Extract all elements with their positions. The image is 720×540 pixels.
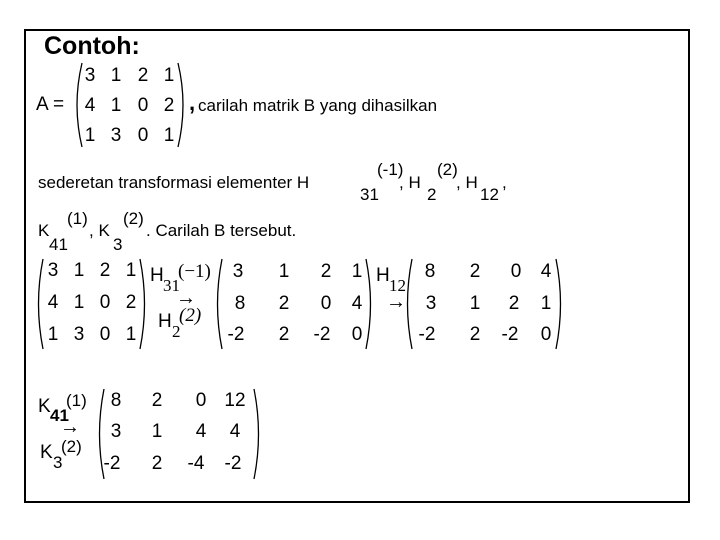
op-h2-argument: (2) xyxy=(179,305,202,326)
matrix-cell: 3 xyxy=(232,261,244,282)
matrix-cell: 2 xyxy=(508,293,520,314)
line2-text: sederetan transformasi elementer H xyxy=(38,173,310,192)
matrix-a-equals: = xyxy=(53,94,65,115)
matrix-cell: -2 xyxy=(501,324,519,345)
op-k3-symbol: K xyxy=(40,442,53,463)
matrix-cell: 1 xyxy=(151,421,163,442)
matrix-cell: 0 xyxy=(320,293,332,314)
matrix-a-cell: 1 xyxy=(163,125,175,146)
matrix-a-cell: 0 xyxy=(137,95,149,116)
matrix-cell: 0 xyxy=(99,324,111,345)
matrix-cell: 4 xyxy=(351,293,363,314)
k3-subscript: 3 xyxy=(113,235,123,254)
matrix-cell: 8 xyxy=(110,390,122,411)
op-h2-subscript: 2 xyxy=(172,322,181,341)
line3-text: . Carilah B tersebut. xyxy=(146,221,297,240)
instruction-line-1: carilah matrik B yang dihasilkan xyxy=(198,96,438,115)
op-arrow: → xyxy=(176,287,196,309)
matrix-cell: 1 xyxy=(351,261,363,282)
op-k3-argument: (2) xyxy=(61,437,82,456)
matrix-cell: 1 xyxy=(125,260,137,281)
op-h12-symbol: H xyxy=(376,265,390,286)
matrix-cell: -2 xyxy=(103,453,121,474)
matrix-cell: 1 xyxy=(73,260,85,281)
matrix-a-cell: 1 xyxy=(84,125,96,146)
matrix-cell: 0 xyxy=(510,261,522,282)
matrix-a-comma: , xyxy=(189,90,196,115)
matrix-cell: 4 xyxy=(47,292,59,313)
line2-end-comma: , xyxy=(502,173,507,192)
op-k3-subscript: 3 xyxy=(53,453,63,472)
k41-superscript: (1) xyxy=(67,209,88,228)
matrix-cell: 1 xyxy=(47,324,59,345)
op-k41-subscript: 41 xyxy=(50,406,69,425)
op-k41-symbol: K xyxy=(38,396,51,417)
matrix-cell: -2 xyxy=(418,324,436,345)
line2-comma-h2: , H xyxy=(399,173,421,192)
matrix-a-cell: 1 xyxy=(110,65,122,86)
h2-subscript: 2 xyxy=(427,185,437,204)
matrix-cell: 2 xyxy=(469,324,481,345)
op-arrow: → xyxy=(386,291,406,313)
h2-superscript: (2) xyxy=(437,160,458,179)
matrix-cell: 2 xyxy=(469,261,481,282)
k3-superscript: (2) xyxy=(123,209,144,228)
op-h31-argument: (−1) xyxy=(178,261,211,282)
matrix-cell: 2 xyxy=(278,324,290,345)
matrix-cell: 3 xyxy=(425,293,437,314)
matrix-cell: 4 xyxy=(195,421,207,442)
matrix-cell: 2 xyxy=(99,260,111,281)
matrix-cell: 4 xyxy=(229,421,241,442)
h31-superscript: (-1) xyxy=(377,160,404,179)
matrix-cell: 4 xyxy=(540,261,552,282)
k41-subscript: 41 xyxy=(49,235,68,254)
matrix-cell: 1 xyxy=(125,324,137,345)
matrix-cell: 2 xyxy=(320,261,332,282)
matrix-cell: 2 xyxy=(125,292,137,313)
matrix-a-cell: 3 xyxy=(110,125,122,146)
line3-comma-k: , K xyxy=(89,221,110,240)
matrix-cell: 2 xyxy=(151,390,163,411)
matrix-cell: 3 xyxy=(110,421,122,442)
matrix-cell: -2 xyxy=(227,324,245,345)
matrix-cell: 1 xyxy=(73,292,85,313)
matrix-a-cell: 0 xyxy=(137,125,149,146)
line2-comma-h12: , H xyxy=(456,173,478,192)
matrix-a-cell: 1 xyxy=(110,95,122,116)
op-k41-argument: (1) xyxy=(66,391,87,410)
matrix-cell: 1 xyxy=(469,293,481,314)
op-h31-subscript: 31 xyxy=(163,276,180,295)
h12-subscript: 12 xyxy=(480,185,499,204)
matrix-cell: 0 xyxy=(195,390,207,411)
matrix-a-label: A xyxy=(36,94,49,115)
op-h12-subscript: 12 xyxy=(389,276,406,295)
matrix-cell: 1 xyxy=(278,261,290,282)
matrix-cell: 3 xyxy=(47,260,59,281)
k41-symbol: K xyxy=(38,221,50,240)
matrix-cell: 12 xyxy=(224,390,246,411)
op-h31-symbol: H xyxy=(150,265,164,286)
op-arrow: → xyxy=(60,416,80,438)
matrix-a-cell: 1 xyxy=(163,65,175,86)
h31-subscript: 31 xyxy=(360,185,379,204)
matrix-cell: -2 xyxy=(224,453,242,474)
matrix-a-cell: 4 xyxy=(84,95,96,116)
matrix-cell: 0 xyxy=(351,324,363,345)
matrix-a-cell: 2 xyxy=(163,95,175,116)
matrix-cell: 0 xyxy=(99,292,111,313)
matrix-a-cell: 2 xyxy=(137,65,149,86)
matrix-cell: 3 xyxy=(73,324,85,345)
matrix-cell: -2 xyxy=(313,324,331,345)
matrix-cell: 1 xyxy=(540,293,552,314)
matrix-cell: 2 xyxy=(151,453,163,474)
op-h2-symbol: H xyxy=(158,311,172,332)
matrix-cell: 0 xyxy=(540,324,552,345)
matrix-a-cell: 3 xyxy=(84,65,96,86)
slide-title: Contoh: xyxy=(44,32,140,60)
matrix-cell: 8 xyxy=(234,293,246,314)
matrix-cell: 2 xyxy=(278,293,290,314)
matrix-cell: 8 xyxy=(424,261,436,282)
matrix-cell: -4 xyxy=(187,453,205,474)
